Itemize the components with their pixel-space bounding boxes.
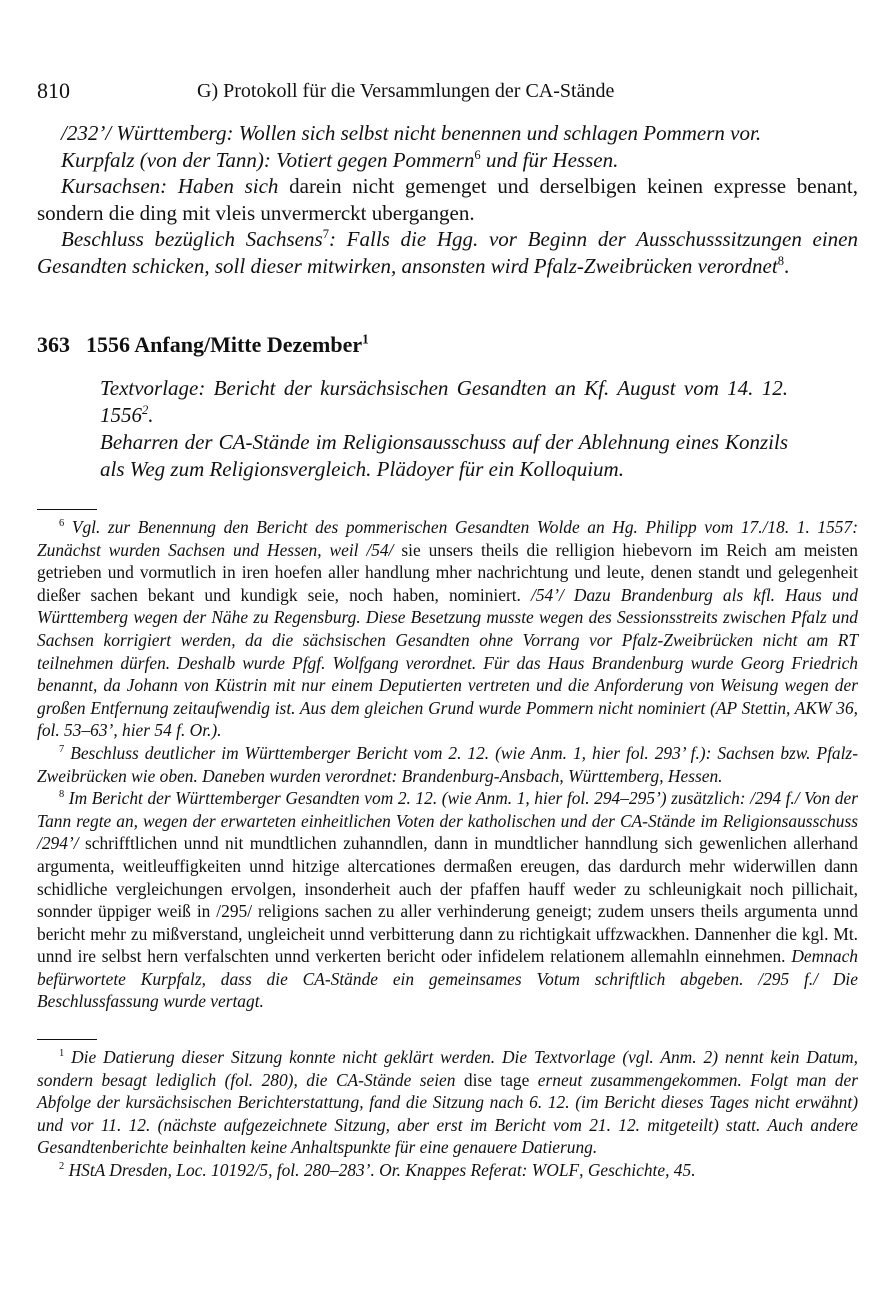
footnote-marker: 1 [362,331,369,347]
footnote-marker: 6 [59,518,65,530]
text-segment: Beharren der CA-Stände im Religionsausschuss auf der Ablehnung eines Konzils als Weg zum Religionsvergleich. Plädoyer für ein Kolloquium. [100,430,788,481]
text-segment: darein nicht gemenget und derselbigen keinen expresse benant, sondern die ding mit vleis unvermerckt ubergangen. [37,174,858,225]
section-number: 363 [37,332,70,357]
footnote-marker: 1 [59,1048,65,1060]
text-segment: Im Bericht der Württemberger Gesandten vom 2. 12. (wie Anm. 1, hier fol. 294–295’) zusätzlich: /294 f./ Von der Tann regte an, wegen der erwarteten einheitlichen Voten der katholischen und der CA-Stände im Religionsausschuss /294’/ [37,788,858,854]
running-header [37,78,858,106]
section-heading [37,331,858,359]
text-segment: Beschluss bezüglich Sachsens [61,227,323,251]
text-segment: Kurpfalz (von der Tann): Votiert gegen Pommern [61,147,475,172]
regest [100,375,788,483]
footnote-marker: 2 [142,403,149,417]
text-segment: Die Datierung dieser Sitzung konnte nicht geklärt werden. Die Textvorlage (vgl. Anm. 2) nennt kein Datum, sondern besagt lediglich (fol. 280), die CA-Stände seien [37,1047,858,1090]
footnote-rule [37,1039,97,1040]
text-segment: Demnach befürwortete Kurpfalz, dass die CA-Stände ein gemeinsames Votum schriftlich abgeben. /295 f./ Die Beschlussfassung wurde vertagt. [37,946,858,1012]
text-segment: /54’/ Dazu Brandenburg als kfl. Haus und Württemberg wegen der Nähe zu Regensburg. Diese Besetzung musste wegen des Sessionsstreits zwischen Pfalz und Sachsen korrigiert werden, da die sächsischen Gesandten ohne Vorrang vor Pfalz-Zweibrücken nicht am RT teilnehmen dürfen. Deshalb wurde Pfgf. Wolfgang verordnet. Für das Haus Brandenburg wurde Georg Friedrich benannt, da Johann von Küstrin mit nur einem Deputierten vertreten und die Anforderung von Weisung wegen der großen Entfernung zeitaufwendig ist. Aus dem gleichen Grund wurde Pommern nicht nominiert (AP Stettin, AKW 36, fol. 53–63’, hier 54 f. Or.). [37,584,858,741]
text-segment: Vgl. zur Benennung den Bericht des pommerischen Gesandten Wolde an Hg. Philipp vom 17./18. 1. 1557: Zunächst wurden Sachsen und Hessen, weil /54/ [37,517,858,560]
text-segment: schrifftlichen unnd nit mundtlichen zuhanndlen, dann in mundtlicher hanndlung sich gewenlichen allerhand argumenta, weitleuffigkeiten unnd hitzige altercationes dermaßen ereugen, das dardurch mehr widerwillen dann schidliche vergleichungen ervolgen, insonderheit auch der pfaffen hauff weder zu schleunigkait noch pillichait, sonnder üppiger weiß in /295/ religions sachen zu aller verhinderung geneigt; zudem unsers theils argumenta unnd bericht mehr zu mißverstand, ungleicheit unnd verbitterung dann zu richtigkait uffzwackhen. Dannenher die kgl. Mt. unnd ire selbst hern verfalschten unnd verkerten bericht oder infidelem relationem allemahln einnehmen. [37,833,858,967]
text-segment: Beschluss deutlicher im Württemberger Bericht vom 2. 12. (wie Anm. 1, hier fol. 293’ f.): Sachsen bzw. Pfalz-Zweibrücken wie oben. Daneben wurden verordnet: Brandenburg-Ansbach, Württemberg, Hessen. [37,742,858,786]
page-number: 810 [37,78,70,103]
paragraph [37,226,858,279]
main-text [37,120,858,279]
paragraph [37,1046,858,1159]
footnote-rule [37,509,97,510]
text-segment: Textvorlage: Bericht der kursächsischen Gesandten an Kf. August vom 14. 12. 1556 [100,376,788,427]
paragraph [37,1159,858,1182]
footnote-marker: 2 [59,1161,65,1173]
footnote-marker: 7 [59,744,65,756]
text-segment: und für Hessen. [480,147,619,172]
paragraph [37,516,858,742]
paragraph [37,742,858,787]
paragraph [37,120,858,147]
text-segment: . [784,253,790,278]
paragraph [100,429,788,483]
text-segment: /232’/ Württemberg: Wollen sich selbst nicht benennen und schlagen Pommern vor. [61,121,762,145]
footnotes-section-363 [37,1046,858,1182]
text-segment: : Falls die Hgg. vor Beginn der Ausschusssitzungen einen Gesandten schicken, soll dieser mitwirken, ansonsten wird Pfalz-Zweibrücken verordnet [37,227,858,278]
paragraph [37,787,858,1013]
paragraph [37,147,858,174]
footnote-marker: 7 [322,227,329,241]
section-title: 1556 Anfang/Mitte Dezember [86,332,363,357]
footnote-marker: 6 [474,147,481,162]
paragraph [37,173,858,226]
text-segment: erneut zusammengekommen. Folgt man der Abfolge der kursächsischen Berichterstattung, fand die Sitzung nach 6. 12. (im Bericht dieses Tages nicht erwähnt) und vor 11. 12. (nächste aufgezeichnete Sitzung, aber erst im Bericht vom 21. 12. mitgeteilt) statt. Auch andere Gesandtenberichte beinhalten keine Anhaltspunkte für eine genauere Datierung. [37,1069,858,1158]
text-segment: dise tage [455,1069,538,1090]
text-segment: , Geschichte, 45. [579,1160,696,1181]
paragraph [100,375,788,429]
footnote-marker: 8 [59,789,65,801]
text-segment: Kursachsen: Haben sich [61,174,279,198]
text-segment: OLF [546,1160,580,1181]
footnote-marker: 8 [777,253,785,268]
text-segment: HStA Dresden, Loc. 10192/5, fol. 280–283’. Or. Knappes Referat: W [64,1160,547,1181]
running-title: G) Protokoll für die Versammlungen der CA-Stände [197,80,615,102]
footnotes-previous-section [37,516,858,1013]
text-segment: . [148,403,154,427]
text-segment: sie unsers theils die relligion hiebevorn im Reich am meisten getrieben und vormutlich in iren hoefen aller handlung mher nachrichtung und leute, denen standt und gelegenheit dießer sachen bekant und kundigk seie, noch haben, nominiert. [37,539,858,605]
